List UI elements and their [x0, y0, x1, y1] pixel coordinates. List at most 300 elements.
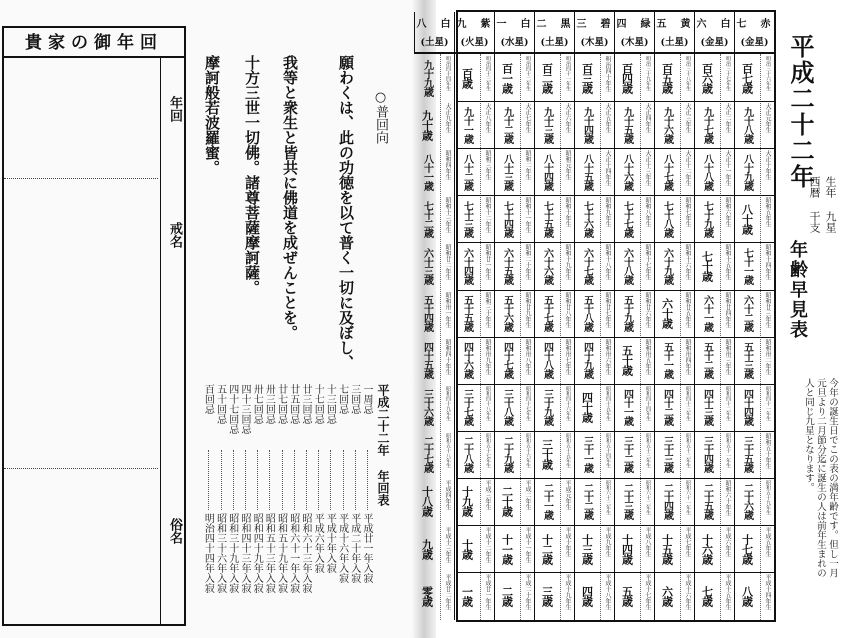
age-value: [496, 480, 518, 523]
age-text: 十歳: [460, 538, 474, 559]
record-label-column: [160, 58, 186, 624]
age-value: [496, 433, 518, 476]
age-cell: [534, 384, 574, 431]
age-value: [696, 386, 718, 429]
age-cell: [654, 148, 694, 195]
age-cell: [574, 195, 614, 242]
birth-year-era: 昭和三年生: [484, 150, 491, 181]
age-text: 九十六歳: [661, 106, 673, 143]
birth-year-era: 大正十一年生: [724, 150, 731, 187]
age-cell: [534, 148, 574, 195]
leader-dots: [233, 450, 234, 510]
birth-year-era: 平成四年生: [444, 479, 451, 510]
age-value: [576, 292, 598, 335]
age-cell: [694, 101, 734, 148]
chart-subtitle: 年齢早見表: [787, 240, 808, 340]
age-value: [696, 574, 718, 617]
age-value: [736, 480, 758, 523]
age-cell: [414, 431, 454, 478]
age-value: [496, 574, 518, 617]
birth-year-era: 昭和四十四年生: [645, 385, 651, 421]
memorial-year-table-title: 平成二十二年 年回表: [376, 384, 390, 506]
age-value: [536, 386, 558, 429]
age-value: [456, 386, 478, 429]
birth-year-era: 昭和十七年生: [644, 244, 651, 281]
age-text: 十八歳: [420, 486, 434, 517]
age-cell: [614, 478, 654, 525]
age-text: 六十九歳: [661, 247, 673, 284]
age-cell: [614, 54, 654, 101]
age-text: 七十一歳: [741, 247, 753, 284]
birth-year-era: 昭和廿六年生: [644, 291, 651, 328]
age-value: [536, 339, 558, 382]
age-text: 二十歳: [500, 486, 514, 517]
age-cell: [574, 242, 614, 289]
age-text: 六十七歳: [581, 247, 593, 284]
nine-star-header: [414, 12, 454, 54]
birth-year-era: 大正四年生: [644, 103, 651, 134]
birth-year-era: 昭和四十三年生: [685, 385, 691, 421]
birth-year-era: 平成十三年生: [444, 527, 451, 563]
element-name: (水星): [500, 37, 529, 48]
age-value: [656, 244, 678, 287]
age-cell: [494, 101, 534, 148]
age-text: 七十歳: [700, 250, 714, 281]
record-divider: [4, 468, 158, 469]
age-text: 十一歳: [500, 533, 514, 564]
memorial-name: 廿五回忌: [287, 384, 299, 424]
age-text: 十二歳: [540, 533, 554, 564]
age-cell: [694, 148, 734, 195]
leader-dots: [367, 450, 368, 510]
birth-year-era: 平成二十年生: [524, 574, 531, 611]
age-value: [416, 574, 438, 617]
leader-dots: [355, 450, 356, 510]
age-text: 二十三歳: [621, 483, 633, 520]
age-cell: [694, 195, 734, 242]
age-text: 六十二歳: [741, 295, 753, 332]
birth-year-era: 昭和廿五年生: [684, 291, 691, 328]
birth-year-era: 昭和卅五年生: [644, 338, 651, 375]
age-text: 七十九歳: [701, 200, 713, 237]
age-cell: [694, 290, 734, 337]
age-text: 九十七歳: [701, 106, 713, 143]
age-value: [456, 527, 478, 570]
age-text: 九十歳: [420, 109, 434, 140]
age-cell: [414, 384, 454, 431]
birth-year-era: 明治三十九年生: [645, 56, 651, 91]
birth-year-era: 昭和十八年生: [604, 244, 611, 281]
age-value: [576, 150, 598, 193]
age-text: 十五歳: [660, 533, 674, 564]
birth-year-era: 昭和卅七年生: [564, 338, 571, 375]
birth-year-era: 昭和六十二年生: [645, 479, 651, 515]
birth-year-era: 大正十四年生: [604, 150, 611, 187]
birth-year-era: 大正三年生: [684, 103, 691, 134]
birth-year-era: 昭和廿四年生: [724, 291, 731, 328]
age-cell: [534, 101, 574, 148]
age-cell: [454, 148, 494, 195]
birth-year-era: 平成二年生: [524, 479, 531, 510]
age-cell: [494, 195, 534, 242]
age-text: 二十一歳: [541, 483, 553, 520]
birth-year-era: 昭和五十九年生: [765, 479, 771, 515]
age-text: 二十八歳: [461, 436, 473, 473]
age-text: 十九歳: [460, 486, 474, 517]
age-text: 九十三歳: [541, 106, 553, 143]
age-text: 五十三歳: [741, 342, 753, 379]
age-value: [576, 574, 598, 617]
age-cell: [414, 525, 454, 572]
birth-year-era: 昭和卅二年生: [764, 338, 771, 375]
age-text: 二十七歳: [421, 436, 433, 473]
age-cell: [614, 431, 654, 478]
birth-year-era: 平成十四年生: [764, 574, 771, 611]
age-text: 三十五歳: [741, 436, 753, 473]
age-cell: [734, 431, 774, 478]
birth-year-era: 昭和五十三年生: [645, 432, 651, 468]
age-text: 八十四歳: [541, 153, 553, 190]
dedication-line: 十方三世一切佛。諸尊菩薩摩訶薩。: [243, 55, 261, 295]
age-value: [416, 103, 438, 146]
age-value: [576, 433, 598, 476]
birth-year-era: 平成廿二年生: [444, 574, 451, 611]
age-value: [536, 56, 558, 99]
nine-star-header: [734, 12, 774, 54]
age-text: 百二歳: [540, 62, 554, 93]
birth-year-era: 昭和卅四年生: [684, 338, 691, 375]
age-text: 七十二歳: [421, 200, 433, 237]
age-cell: [734, 478, 774, 525]
age-cell: [534, 242, 574, 289]
age-text: 七歳: [700, 585, 714, 606]
age-text: 三十六歳: [421, 389, 433, 426]
birth-year-era: 明治三十六年生: [765, 56, 771, 91]
birth-year-era: 昭和廿七年生: [604, 291, 611, 328]
age-value: [696, 244, 718, 287]
age-cell: [494, 431, 534, 478]
birth-year-era: 平成元年生: [564, 479, 571, 510]
birth-year-era: 平成十九年生: [564, 574, 571, 611]
chart-title: 平成二十二年: [786, 34, 815, 190]
age-value: [536, 574, 558, 617]
nine-star-header: [654, 12, 694, 54]
age-value: [536, 150, 558, 193]
age-cell: [654, 525, 694, 572]
age-value: [496, 292, 518, 335]
memorial-name: 百回忌: [202, 384, 214, 414]
birth-year-era: 昭和四十年生: [444, 338, 451, 375]
age-text: 九十二歳: [501, 106, 513, 143]
age-text: 九十四歳: [581, 106, 593, 143]
age-text: 零歳: [420, 585, 434, 606]
leader-dots: [330, 450, 331, 510]
birth-year-era: 平成十八年生: [604, 574, 611, 611]
age-text: 五十五歳: [461, 295, 473, 332]
age-text: 三歳: [540, 585, 554, 606]
nine-star-name: 三 碧: [576, 19, 613, 30]
birth-year-era: 昭和廿九年生: [524, 291, 531, 328]
age-text: 三十二歳: [621, 436, 633, 473]
birth-year-era: 昭和二十年生: [524, 244, 531, 281]
age-cell: [614, 290, 654, 337]
age-value: [576, 480, 598, 523]
birth-year-era: 昭和六十年生: [724, 479, 731, 516]
age-cell: [654, 101, 694, 148]
left-page: [0, 0, 412, 638]
birth-year-era: 昭和廿三年生: [764, 291, 771, 328]
birth-year-era: 昭和十六年生: [684, 244, 691, 281]
age-text: 八十九歳: [741, 153, 753, 190]
age-cell: [654, 54, 694, 101]
birth-year-era: 平成五年生: [764, 527, 771, 557]
birth-year-era: 昭和五十四年生: [605, 432, 611, 468]
age-value: [696, 150, 718, 193]
birth-year-era: 昭和十五年生: [724, 244, 731, 281]
birth-year-era: 昭和十年生: [564, 197, 571, 228]
age-text: 三十四歳: [701, 436, 713, 473]
element-name: (土星): [420, 37, 449, 48]
age-value: [456, 433, 478, 476]
age-text: 六十五歳: [501, 247, 513, 284]
age-cell: [414, 54, 454, 101]
age-text: 四十八歳: [541, 342, 553, 379]
age-text: 六十四歳: [461, 247, 473, 284]
birth-year-era: 明治四十四年生: [445, 56, 451, 91]
element-name: (木星): [620, 37, 649, 48]
age-value: [576, 103, 598, 146]
birth-year-era: 明治四十一年生: [565, 56, 571, 91]
age-text: 二十二歳: [581, 483, 593, 520]
age-cell: [454, 525, 494, 572]
age-cell: [614, 101, 654, 148]
age-text: 十四歳: [620, 533, 634, 564]
age-text: 四十一歳: [621, 389, 633, 426]
age-cell: [454, 478, 494, 525]
age-value: [736, 56, 758, 99]
memorial-year: 昭和六十一年入寂: [287, 513, 299, 593]
age-cell: [614, 195, 654, 242]
age-value: [496, 197, 518, 240]
age-value: [616, 292, 638, 335]
birth-year-era: 昭和卅九年生: [484, 338, 491, 375]
nine-star-name: 七 赤: [736, 19, 773, 30]
age-value: [416, 197, 438, 240]
age-text: 百七歳: [740, 62, 754, 93]
age-text: 三十七歳: [461, 389, 473, 426]
age-text: 八十五歳: [581, 153, 593, 190]
age-cell: [534, 572, 574, 619]
age-text: 八十六歳: [621, 153, 633, 190]
age-cell: [694, 54, 734, 101]
age-text: 九歳: [420, 538, 434, 559]
age-text: 十三歳: [580, 533, 594, 564]
age-value: [416, 292, 438, 335]
leader-dots: [245, 450, 246, 510]
age-value: [496, 56, 518, 99]
age-text: 七十八歳: [661, 200, 673, 237]
age-cell: [414, 572, 454, 619]
nine-star-header: [454, 12, 494, 54]
birth-year-era: 昭和六十一年生: [685, 479, 691, 515]
nine-star-header: [614, 12, 654, 54]
age-text: 三十一歳: [581, 436, 593, 473]
age-value: [616, 244, 638, 287]
memorial-name: 四十七回忌: [226, 384, 238, 434]
birth-year-era: 昭和四年生: [444, 150, 451, 181]
age-cell: [654, 384, 694, 431]
memorial-year: 昭和三十九年入寂: [226, 513, 238, 593]
age-cell: [494, 572, 534, 619]
element-name: (火星): [460, 37, 489, 48]
age-cell: [454, 337, 494, 384]
age-cell: [414, 101, 454, 148]
age-cell: [454, 384, 494, 431]
age-cell: [414, 478, 454, 525]
age-text: 百五歳: [660, 62, 674, 93]
age-cell: [614, 337, 654, 384]
nine-star-name: 二 黒: [536, 19, 573, 30]
age-cell: [694, 384, 734, 431]
age-value: [576, 56, 598, 99]
age-cell: [574, 431, 614, 478]
age-text: 二十五歳: [701, 483, 713, 520]
age-cell: [614, 572, 654, 619]
age-value: [456, 480, 478, 523]
family-memorial-record-box: [2, 26, 186, 626]
age-cell: [574, 384, 614, 431]
age-value: [656, 197, 678, 240]
age-value: [656, 386, 678, 429]
age-text: 七十五歳: [541, 200, 553, 237]
age-text: 七十三歳: [461, 200, 473, 237]
age-value: [616, 574, 638, 617]
birth-year-era: 昭和四十八年生: [485, 385, 491, 421]
memorial-name: 廿七回忌: [275, 384, 287, 424]
age-cell: [574, 337, 614, 384]
age-value: [736, 527, 758, 570]
birth-year-era: 昭和九年生: [604, 197, 611, 228]
birth-year-era: 昭和四十六年生: [565, 385, 571, 421]
age-value: [656, 56, 678, 99]
age-value: [656, 433, 678, 476]
birth-year-era: 平成十七年生: [644, 574, 651, 611]
age-text: 六十三歳: [421, 247, 433, 284]
age-value: [656, 150, 678, 193]
family-memorial-record-title: 貴家の御年回: [4, 28, 184, 58]
age-value: [656, 480, 678, 523]
chart-note: 今年の誕生日でこの表の満年齢です。但し一月元旦より二月節分迄に誕生の人は前年生まれの人と同じ九星となります。: [803, 378, 838, 578]
age-cell: [734, 337, 774, 384]
age-text: 一歳: [460, 585, 474, 606]
birth-year-era: 昭和五十七年生: [485, 432, 491, 468]
birth-year-era: 大正二年生: [724, 103, 731, 134]
record-divider: [4, 178, 158, 179]
birth-year-era: 昭和五十八年生: [445, 432, 451, 468]
age-value: [616, 197, 638, 240]
birth-year-era: 昭和四十一年生: [765, 385, 771, 421]
age-cell: [694, 337, 734, 384]
birth-year-era: 昭和六年生: [724, 197, 731, 228]
age-text: 二十四歳: [661, 483, 673, 520]
age-value: [576, 244, 598, 287]
memorial-name: 五十回忌: [214, 384, 226, 424]
age-value: [616, 386, 638, 429]
age-cell: [534, 525, 574, 572]
age-text: 六十一歳: [701, 295, 713, 332]
age-value: [736, 574, 758, 617]
age-cell: [734, 54, 774, 101]
age-cell: [454, 290, 494, 337]
age-value: [696, 103, 718, 146]
leader-dots: [294, 450, 295, 510]
age-text: 八十歳: [740, 203, 754, 234]
age-text: 八歳: [740, 585, 754, 606]
age-text: 十六歳: [700, 533, 714, 564]
age-value: [416, 386, 438, 429]
nine-star-header: [534, 12, 574, 54]
nine-star-header: [494, 12, 534, 54]
label-year: 年回: [167, 96, 182, 122]
age-cell: [494, 242, 534, 289]
age-text: 十七歳: [740, 533, 754, 564]
age-value: [536, 433, 558, 476]
age-cell: [734, 384, 774, 431]
nine-star-name: 八 白: [416, 19, 453, 30]
age-cell: [454, 101, 494, 148]
age-text: 百六歳: [700, 62, 714, 93]
age-cell: [494, 337, 534, 384]
age-value: [736, 244, 758, 287]
age-value: [736, 386, 758, 429]
birth-year-era: 平成十年生: [564, 527, 571, 557]
age-cell: [534, 54, 574, 101]
birth-year-era: 明治四十三年生: [485, 56, 491, 91]
memorial-year: 平成六年入寂: [312, 513, 324, 573]
age-text: 八十一歳: [421, 153, 433, 190]
age-value: [416, 150, 438, 193]
age-cell: [694, 572, 734, 619]
age-cell: [534, 337, 574, 384]
age-chart-table: [416, 10, 776, 622]
element-name: (金星): [700, 37, 729, 48]
birth-year-era: 昭和卅三年生: [724, 338, 731, 375]
age-text: 四十六歳: [461, 342, 473, 379]
birth-year-era: 大正八年生: [484, 103, 491, 134]
birth-year-era: 昭和六十三年生: [605, 479, 611, 515]
memorial-name: 廿三回忌: [300, 384, 311, 424]
birth-year-era: 明治三十七年生: [725, 56, 731, 91]
age-text: 百三歳: [580, 62, 594, 93]
age-value: [456, 150, 478, 193]
age-value: [416, 480, 438, 523]
memorial-year-table: [196, 378, 401, 598]
age-value: [616, 103, 638, 146]
birth-year-era: 昭和元年生: [564, 150, 571, 181]
age-value: [496, 386, 518, 429]
dedication-line: 摩訶般若波羅蜜。: [203, 55, 221, 175]
birth-year-era: 大正九年生: [444, 103, 451, 134]
age-text: 五十歳: [620, 345, 634, 376]
age-text: 九十九歳: [421, 59, 433, 96]
age-cell: [614, 384, 654, 431]
birth-year-era: 大正五年生: [604, 103, 611, 134]
age-cell: [574, 572, 614, 619]
age-text: 二十六歳: [741, 483, 753, 520]
memorial-year: 平成十六年入寂: [336, 513, 348, 583]
age-text: 五十二歳: [701, 342, 713, 379]
age-text: 四十九歳: [581, 342, 593, 379]
